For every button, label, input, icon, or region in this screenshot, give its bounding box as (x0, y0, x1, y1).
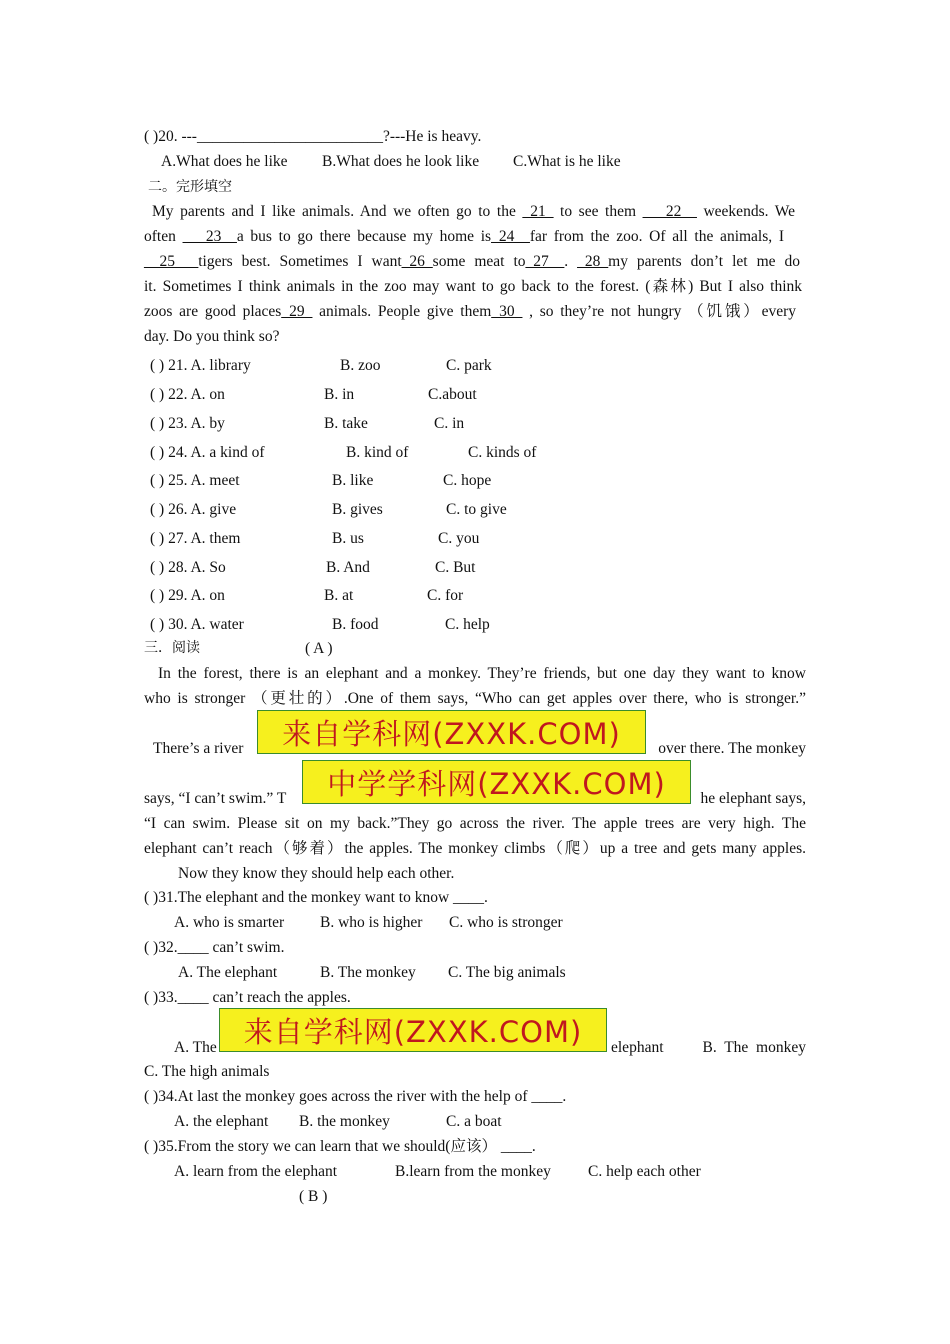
q35-stem: ( )35.From the story we can learn that we should(应该） ____. (144, 1138, 536, 1155)
watermark-banner-3: 来自学科网(ZXXK.COM) (219, 1008, 607, 1052)
q20-option-b: B.What does he look like (322, 153, 480, 170)
passage-line-1: In the forest, there is an elephant and a monkey. They’re friends, but one day they want to know (158, 665, 806, 682)
passage-line-6: elephant can’t reach（够着）the apples. The monkey climbs（爬）up a tree and gets many apples. (144, 840, 806, 857)
q28-option-a: ( ) 28. A. So (150, 559, 226, 576)
q20-prefix: ( )20. --- (144, 128, 197, 145)
blank-23: ___23__ (182, 228, 237, 245)
q25-option-c: C. hope (443, 472, 492, 489)
q22-option-c: C.about (428, 386, 477, 403)
q32-option-c: C. The big animals (448, 964, 566, 981)
q32-stem: ( )32.____ can’t swim. (144, 939, 285, 956)
section3-part-b: ( B ) (299, 1188, 328, 1205)
q29-option-b: B. at (324, 587, 354, 604)
blank-26: _26_ (401, 253, 433, 270)
q20-option-a: A.What does he like (161, 153, 288, 170)
blank-29: _29_ (281, 303, 313, 320)
q21-option-b: B. zoo (340, 357, 381, 374)
q27-option-c: C. you (438, 530, 480, 547)
q33-stem: ( )33.____ can’t reach the apples. (144, 989, 351, 1006)
passage-line-2: who is stronger （更壮的）.One of them says, “Who can get apples over there, who is stronger.” (144, 690, 806, 707)
cloze-line-6: day. Do you think so? (144, 328, 280, 345)
blank-25: __25___ (144, 253, 199, 270)
cloze-line-4: it. Sometimes I think animals in the zoo may want to go back to the forest. (森林) But I also think (144, 278, 802, 295)
q33-option-c: C. The high animals (144, 1063, 270, 1080)
q31-stem: ( )31.The elephant and the monkey want to know ____. (144, 889, 488, 906)
passage-line-3-end: over there. The monkey (658, 740, 806, 757)
q23-option-c: C. in (434, 415, 465, 432)
q22-option-a: ( ) 22. A. on (150, 386, 225, 403)
passage-line-5: “I can swim. Please sit on my back.”They go across the river. The apple trees are very high. The (144, 815, 806, 832)
q27-option-a: ( ) 27. A. them (150, 530, 241, 547)
q26-option-a: ( ) 26. A. give (150, 501, 237, 518)
blank-22: ___22__ (642, 203, 697, 220)
passage-line-4-start: says, “I can’t swim.” T (144, 790, 287, 807)
blank-24: _24__ (491, 228, 530, 245)
q20-option-c: C.What is he like (513, 153, 621, 170)
cloze-line-3: __25___tigers best. Sometimes I want_26_some meat to_27__. _28_my parents don’t let me do (144, 253, 800, 270)
q30-option-c: C. help (445, 616, 490, 633)
q35-option-b: B.learn from the monkey (395, 1163, 551, 1180)
blank-21: _21_ (522, 203, 554, 220)
q24-option-c: C. kinds of (468, 444, 537, 461)
q28-option-b: B. And (326, 559, 370, 576)
q31-option-c: C. who is stronger (449, 914, 563, 931)
passage-line-3-start: There’s a river (153, 740, 244, 757)
cloze-line-1: My parents and I like animals. And we often go to the _21_ to see them ___22__ weekends. We (152, 203, 796, 220)
q23-option-a: ( ) 23. A. by (150, 415, 225, 432)
q21-option-c: C. park (446, 357, 492, 374)
q34-option-a: A. the elephant (174, 1113, 269, 1130)
q33-option-a-start: A. The (174, 1039, 217, 1056)
q26-option-c: C. to give (446, 501, 507, 518)
q31-option-b: B. who is higher (320, 914, 423, 931)
q20-blank: ________________________ (196, 128, 383, 145)
watermark-banner-1: 来自学科网(ZXXK.COM) (257, 710, 646, 754)
cloze-line-2: often ___23__a bus to go there because my home is_24__far from the zoo. Of all the animals, I (144, 228, 785, 245)
q33-option-a-end: elephant (611, 1039, 664, 1056)
q35-option-a: A. learn from the elephant (174, 1163, 338, 1180)
q29-option-a: ( ) 29. A. on (150, 587, 225, 604)
q25-option-a: ( ) 25. A. meet (150, 472, 240, 489)
q30-option-a: ( ) 30. A. water (150, 616, 244, 633)
q35-option-c: C. help each other (588, 1163, 701, 1180)
q33-option-b: B. The monkey (702, 1039, 806, 1056)
q32-option-b: B. The monkey (320, 964, 416, 981)
section3-part-a: ( A ) (305, 640, 333, 657)
watermark-banner-2: 中学学科网(ZXXK.COM) (302, 760, 691, 804)
q23-option-b: B. take (324, 415, 368, 432)
q29-option-c: C. for (427, 587, 464, 604)
q28-option-c: C. But (435, 559, 476, 576)
q21-option-a: ( ) 21. A. library (150, 357, 251, 374)
q34-option-c: C. a boat (446, 1113, 502, 1130)
q25-option-b: B. like (332, 472, 374, 489)
q27-option-b: B. us (332, 530, 364, 547)
q26-option-b: B. gives (332, 501, 383, 518)
q32-option-a: A. The elephant (178, 964, 278, 981)
q20-suffix: ?---He is heavy. (382, 128, 482, 145)
q34-option-b: B. the monkey (299, 1113, 390, 1130)
cloze-line-5: zoos are good places_29_ animals. People give them_30_ , so they’re not hungry （饥饿）every (144, 303, 797, 320)
passage-line-7: Now they know they should help each other. (178, 865, 455, 882)
q22-option-b: B. in (324, 386, 355, 403)
section2-title: 二。完形填空 (148, 179, 232, 195)
q31-option-a: A. who is smarter (174, 914, 285, 931)
q24-option-b: B. kind of (346, 444, 409, 461)
q24-option-a: ( ) 24. A. a kind of (150, 444, 265, 461)
blank-28: _28_ (577, 253, 609, 270)
q30-option-b: B. food (332, 616, 379, 633)
section3-title: 三．阅读 (144, 640, 200, 656)
blank-30: _30_ (491, 303, 523, 320)
passage-line-4-end: he elephant says, (700, 790, 806, 807)
blank-27: _27__ (525, 253, 565, 270)
q34-stem: ( )34.At last the monkey goes across the river with the help of ____. (144, 1088, 567, 1105)
q20-stem (144, 127, 806, 147)
